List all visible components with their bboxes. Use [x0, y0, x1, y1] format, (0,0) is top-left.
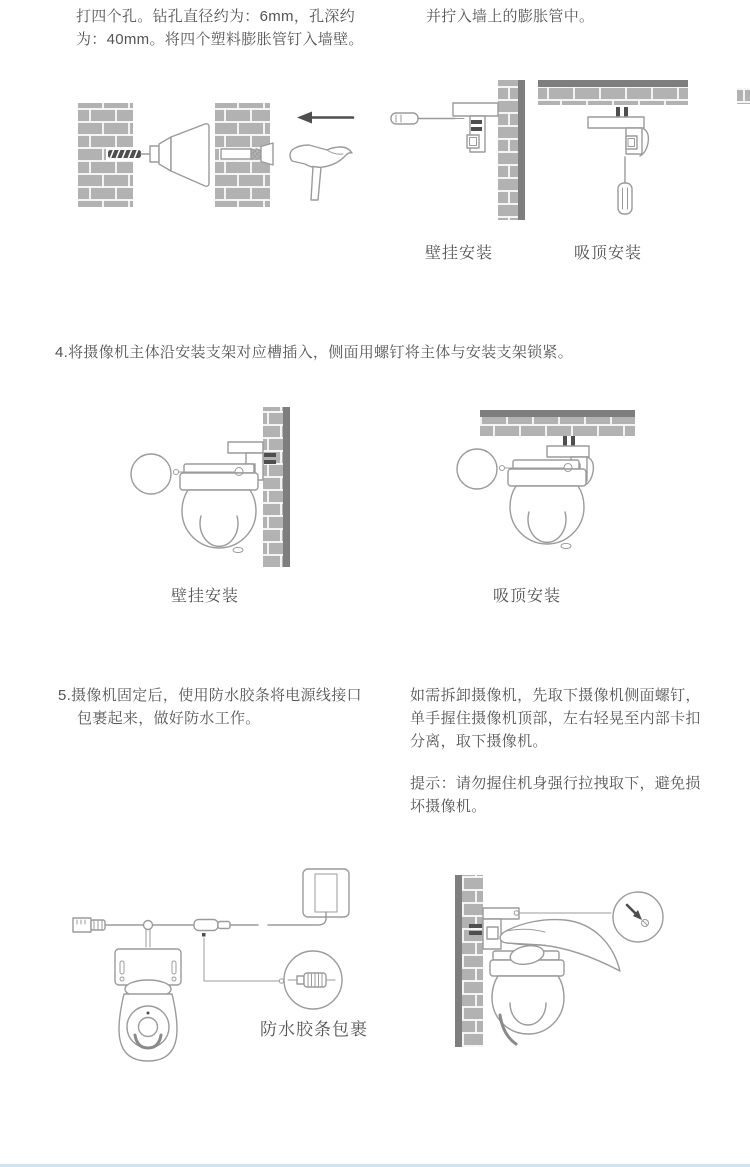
step3-left-line2: 为：40mm。将四个塑料膨胀管钉入墙壁。 — [76, 31, 364, 48]
step5-tip-line1: 提示：请勿握住机身强行拉拽取下，避免损 — [410, 775, 701, 792]
step5-right-text — [410, 684, 701, 753]
power-outlet-icon — [303, 869, 349, 925]
waterproof-wrap-illustration — [58, 863, 373, 1073]
ceiling-mount-bracket-illustration — [528, 73, 693, 225]
step5-tip-text — [410, 772, 701, 818]
step5-left-line1: 5.摄像机固定后，使用防水胶条将电源线接口 — [58, 687, 362, 704]
step5-right-line3: 分离，取下摄像机。 — [410, 733, 548, 750]
hammer-anchor-illustration — [205, 95, 365, 215]
step3-left-line1: 打四个孔。钻孔直径约为：6mm，孔深约 — [76, 8, 356, 25]
cropped-illustration-fragment — [737, 88, 750, 104]
camera-side-icon — [508, 460, 586, 549]
camera-wall-mount-illustration — [118, 398, 303, 573]
brick-ceiling-icon — [480, 410, 635, 436]
brick-wall-icon — [455, 875, 483, 1047]
drill-hole-illustration — [70, 95, 215, 215]
step5-right-line1: 如需拆卸摄像机，先取下摄像机侧面螺钉， — [410, 687, 701, 704]
tape-wrap-caption: 防水胶条包裹 — [260, 1020, 368, 1039]
step3-right-text: 并拧入墙上的膨胀管中。 — [426, 8, 595, 25]
brick-wall-icon — [498, 80, 525, 220]
wall-mount-bracket-illustration — [385, 73, 535, 225]
step4-heading: 4.将摄像机主体沿安装支架对应槽插入，侧面用螺钉将主体与安装支架锁紧。 — [55, 344, 574, 361]
camera-side-icon — [490, 951, 564, 1044]
wall-mount-caption: 壁挂安装 — [425, 245, 494, 262]
step5-tip-line2: 坏摄像机。 — [410, 798, 487, 815]
camera-ceiling-mount-illustration — [435, 398, 650, 573]
step3-left-text — [76, 5, 364, 51]
network-connector-icon — [73, 918, 105, 932]
left-arrow-icon — [297, 112, 353, 124]
step5-left-line2: 包裹起来，做好防水工作。 — [77, 710, 261, 727]
camera-side-icon — [180, 464, 258, 553]
step5-left-text — [58, 684, 362, 730]
wall-mount-caption: 壁挂安装 — [171, 588, 240, 605]
brick-wall-icon — [263, 407, 290, 567]
ceiling-mount-caption: 吸顶安装 — [493, 588, 562, 605]
screwdriver-icon — [618, 157, 632, 214]
wrapped-connector-icon — [194, 920, 230, 937]
mount-bracket-icon — [588, 107, 648, 156]
step5-right-line2: 单手握住摄像机顶部，左右轻晃至内部卡扣 — [410, 710, 701, 727]
camera-removal-illustration — [443, 863, 683, 1063]
camera-front-icon — [115, 949, 181, 1061]
hammer-icon — [290, 145, 352, 200]
ceiling-mount-caption: 吸顶安装 — [574, 245, 643, 262]
mount-bracket-icon — [453, 103, 498, 152]
magnifier-callout — [204, 938, 342, 1009]
brick-ceiling-icon — [538, 80, 688, 105]
